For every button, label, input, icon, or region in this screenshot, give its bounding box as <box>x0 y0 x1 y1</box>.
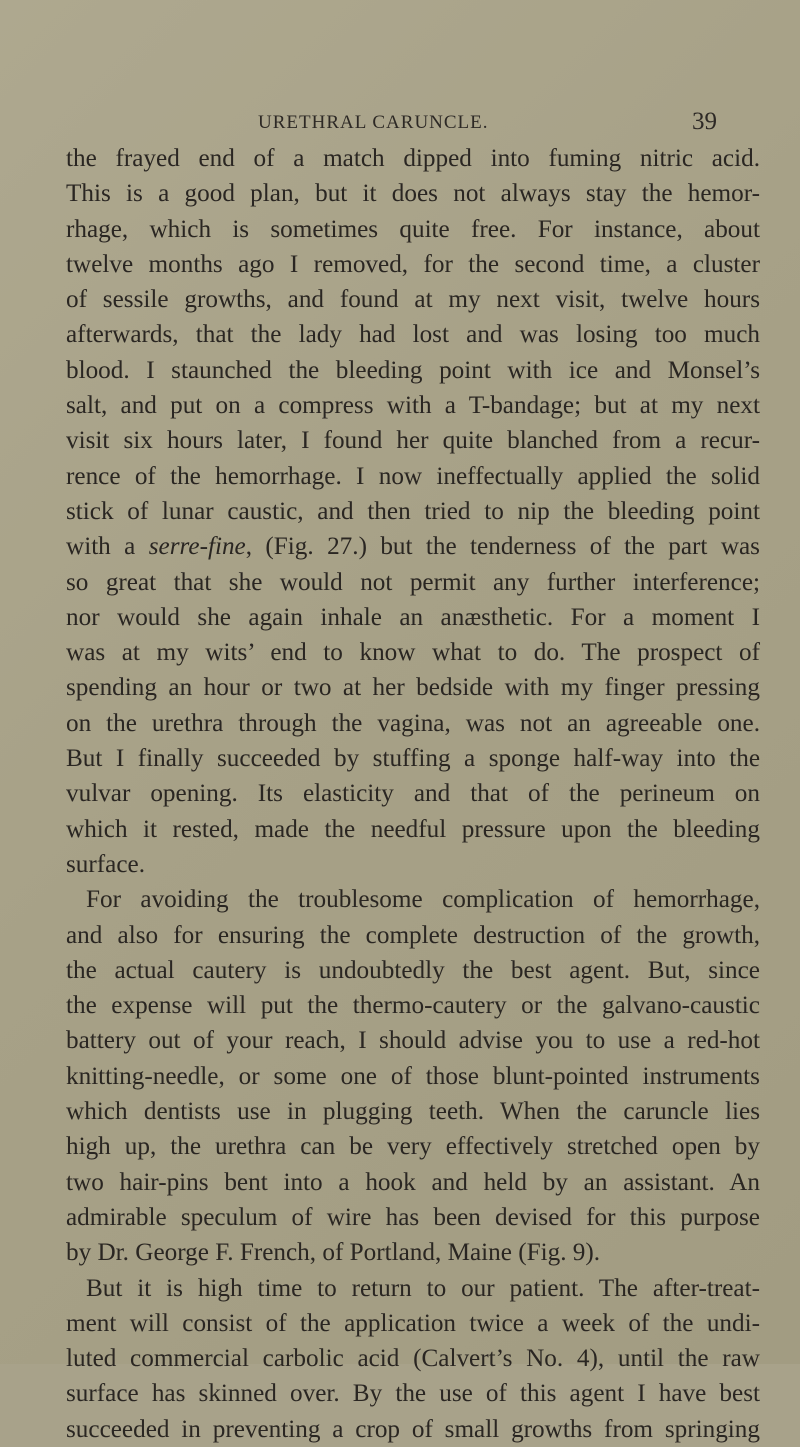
text-line: stick of lunar caustic, and then tried to nip the bleeding point <box>66 497 760 525</box>
text-line: rence of the hemorrhage. I now ineffectually applied the solid <box>66 462 760 490</box>
text-line: and also for ensuring the complete destruction of the growth, <box>66 921 760 949</box>
text-line: visit six hours later, I found her quite blanched from a recur- <box>66 427 760 455</box>
page-number: 39 <box>692 108 717 135</box>
paragraph-1 <box>66 141 760 882</box>
text-line: This is a good plan, but it does not always stay the hemor- <box>66 180 760 208</box>
text-line: salt, and put on a compress with a T-bandage; but at my next <box>66 392 760 420</box>
text-line: luted commercial carbolic acid (Calvert’s No. 4), until the raw <box>66 1345 760 1373</box>
text-line: of sessile growths, and found at my next visit, twelve hours <box>66 286 760 314</box>
italic-term: serre-fine <box>148 533 246 561</box>
text-line: spending an hour or two at her bedside with my finger pressing <box>66 674 760 702</box>
text-line: so great that she would not permit any further interference; <box>66 568 760 596</box>
text-line: surface. <box>66 850 146 878</box>
text-line: with a serre-fine, (Fig. 27.) but the tenderness of the part was <box>66 533 760 561</box>
text-line: surface has skinned over. By the use of this agent I have best <box>66 1380 760 1408</box>
text-line: by Dr. George F. French, of Portland, Maine (Fig. 9). <box>66 1239 601 1267</box>
text-line: vulvar opening. Its elasticity and that of the perineum on <box>66 780 760 808</box>
text-line: the frayed end of a match dipped into fuming nitric acid. <box>66 145 760 172</box>
running-head <box>0 106 800 146</box>
running-head-title: URETHRAL CARUNCLE. <box>258 112 489 133</box>
text-line: succeeded in preventing a crop of small growths from springing <box>66 1415 760 1443</box>
text-line: the expense will put the thermo-cautery or the galvano-caustic <box>66 992 760 1020</box>
text-line: which dentists use in plugging teeth. When the caruncle lies <box>66 1098 760 1126</box>
text-line: high up, the urethra can be very effectively stretched open by <box>66 1133 760 1161</box>
text-line: on the urethra through the vagina, was not an agreeable one. <box>66 709 760 737</box>
text-line: knitting-needle, or some one of those blunt-pointed instruments <box>66 1062 760 1090</box>
text-line: ment will consist of the application twice a week of the undi- <box>66 1309 760 1337</box>
text-line: admirable speculum of wire has been devised for this purpose <box>66 1203 760 1231</box>
text-line: twelve months ago I removed, for the second time, a cluster <box>66 250 760 278</box>
text-line: battery out of your reach, I should advise you to use a red-hot <box>66 1027 760 1055</box>
text-line: afterwards, that the lady had lost and was losing too much <box>66 321 760 349</box>
paragraph-2 <box>66 882 760 1270</box>
text-line: rhage, which is sometimes quite free. For instance, about <box>66 215 760 243</box>
text-line: But it is high time to return to our patient. The after-treat- <box>86 1274 760 1302</box>
text-line: For avoiding the troublesome complication of hemorrhage, <box>86 886 760 914</box>
text-line: nor would she again inhale an anæsthetic. For a moment I <box>66 603 760 631</box>
body-text <box>66 141 760 1447</box>
paragraph-3 <box>66 1271 760 1447</box>
text-line: two hair-pins bent into a hook and held by an assistant. An <box>66 1168 760 1196</box>
text-line: blood. I staunched the bleeding point with ice and Monsel’s <box>66 356 760 384</box>
text-line: the actual cautery is undoubtedly the best agent. But, since <box>66 956 760 984</box>
text-line: was at my wits’ end to know what to do. The prospect of <box>66 639 760 667</box>
text-line: which it rested, made the needful pressure upon the bleeding <box>66 815 760 843</box>
text-line: But I finally succeeded by stuffing a sponge half-way into the <box>66 745 760 773</box>
